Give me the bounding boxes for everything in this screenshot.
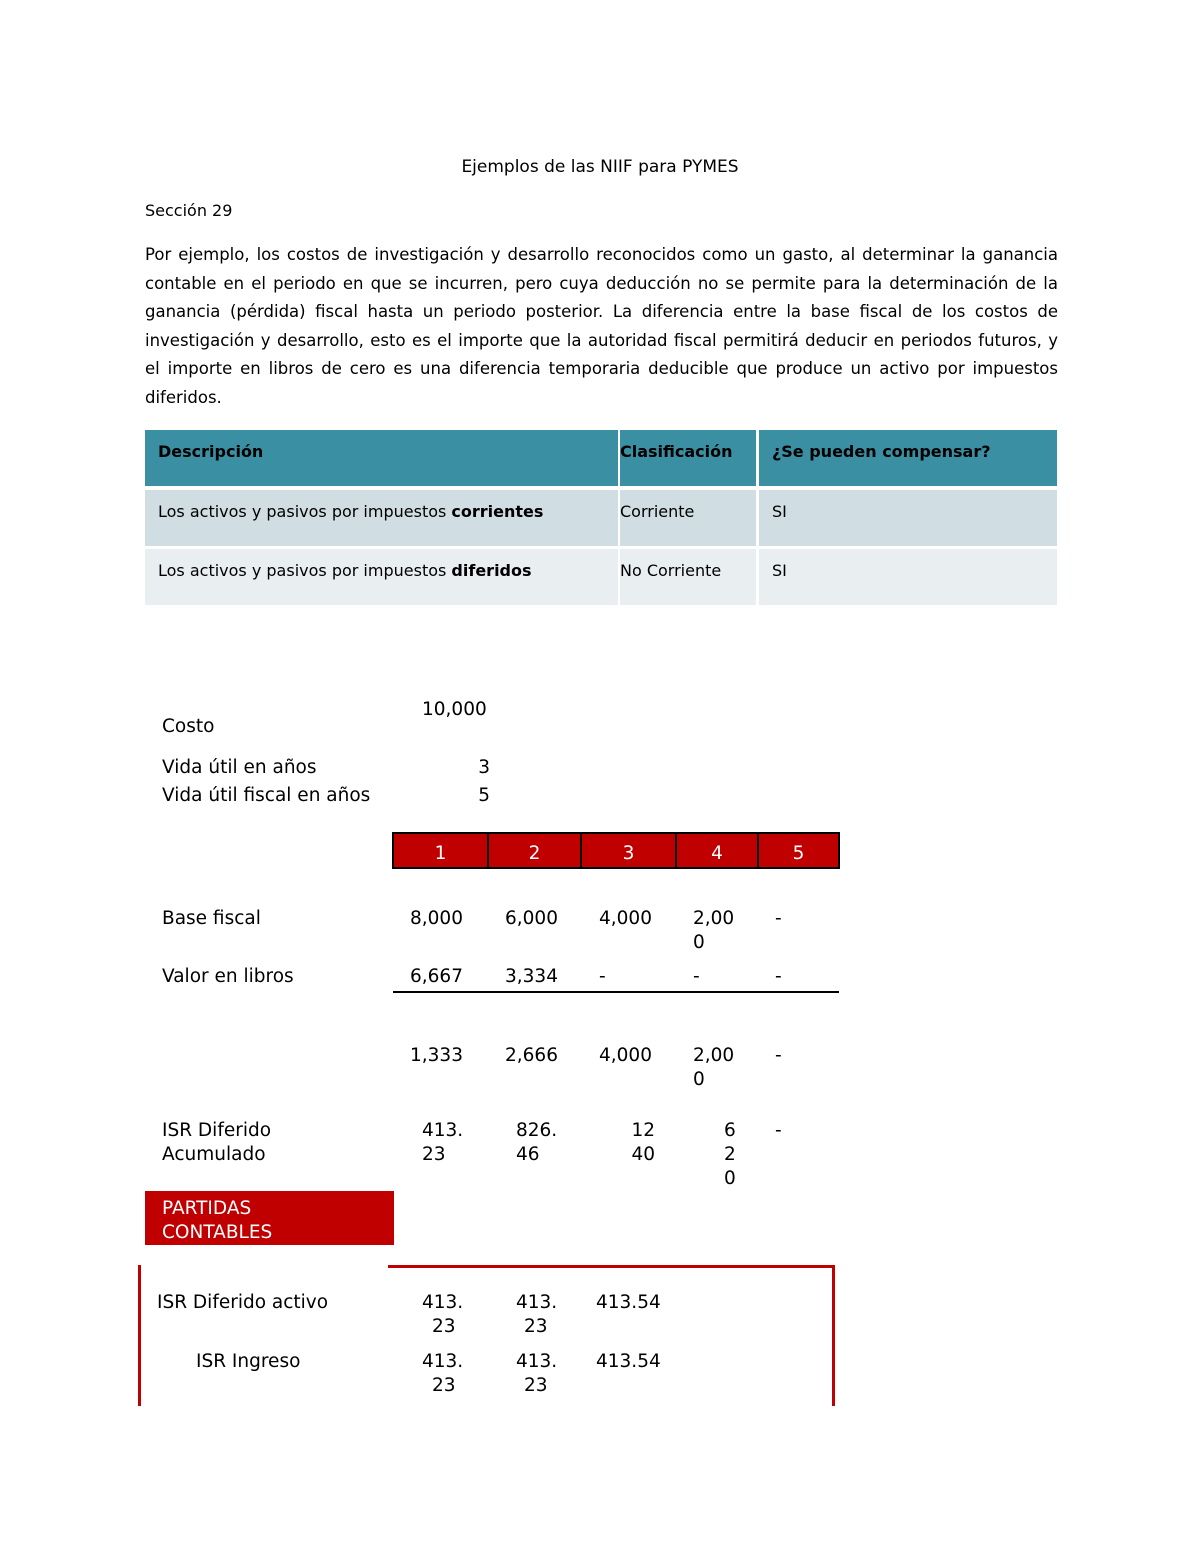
vida-util-value: 3 xyxy=(478,757,490,778)
year-cell: 5 xyxy=(757,832,840,869)
table-row-compensar: SI xyxy=(759,549,1057,605)
partida-value: 413. xyxy=(422,1292,464,1313)
partida-value: 413.54 xyxy=(596,1351,661,1372)
diferencia-value: 2,666 xyxy=(505,1045,558,1066)
isr-value: - xyxy=(775,1120,782,1141)
table-header-clasificacion: Clasificación xyxy=(620,430,756,486)
partida-value: 23 xyxy=(524,1375,548,1396)
table-row-desc xyxy=(145,549,618,605)
sum-underline xyxy=(393,991,839,993)
base-fiscal-label: Base fiscal xyxy=(162,908,261,929)
valor-libros-value: - xyxy=(775,966,782,987)
costo-value: 10,000 xyxy=(422,699,487,720)
desc-text: Los activos y pasivos por impuestos xyxy=(158,561,452,580)
base-fiscal-value: 2,00 xyxy=(693,908,735,929)
base-fiscal-value-wrap: 0 xyxy=(693,932,705,953)
year-cell: 4 xyxy=(675,832,759,869)
valor-libros-label: Valor en libros xyxy=(162,966,294,987)
isr-value: 6 xyxy=(724,1120,736,1141)
vida-fiscal-value: 5 xyxy=(478,785,490,806)
isr-value: 46 xyxy=(516,1144,540,1165)
base-fiscal-value: - xyxy=(775,908,782,929)
partida-value: 413. xyxy=(422,1351,464,1372)
intro-paragraph: Por ejemplo, los costos de investigación y desarrollo reconocidos como un gasto, al determinar la ganancia contable en el periodo en que se incurren, pero cuya deducción no se permite para la determinación de la ganancia (pérdida) fiscal hasta un periodo posterior. La diferencia entre la base fiscal de los costos de investigación y desarrollo, esto es el importe que la autoridad fiscal permitirá deducir en periodos futuros, y el importe en libros de cero es una diferencia temporaria deducible que produce un activo por impuestos diferidos. xyxy=(145,245,1058,407)
partidas-banner xyxy=(145,1191,394,1245)
diferencia-value: 1,333 xyxy=(410,1045,463,1066)
partida-label: ISR Ingreso xyxy=(196,1351,301,1372)
isr-value: 826. xyxy=(516,1120,558,1141)
table-row-desc xyxy=(145,490,618,546)
partida-value: 413.54 xyxy=(596,1292,661,1313)
desc-text: Los activos y pasivos por impuestos xyxy=(158,502,452,521)
table-row-compensar: SI xyxy=(759,490,1057,546)
desc-bold: diferidos xyxy=(451,561,532,580)
partida-label: ISR Diferido activo xyxy=(157,1292,329,1313)
year-cell: 3 xyxy=(580,832,677,869)
isr-value: 0 xyxy=(724,1168,736,1189)
diferencia-value-wrap: 0 xyxy=(693,1069,705,1090)
isr-value: 23 xyxy=(422,1144,446,1165)
partida-value: 23 xyxy=(432,1375,456,1396)
isr-label: ISR Diferido xyxy=(162,1120,272,1141)
isr-value: 2 xyxy=(724,1144,736,1165)
diferencia-value: - xyxy=(775,1045,782,1066)
partida-value: 413. xyxy=(516,1351,558,1372)
valor-libros-value: 6,667 xyxy=(410,966,463,987)
page-title: Ejemplos de las NIIF para PYMES xyxy=(461,157,739,177)
isr-label-2: Acumulado xyxy=(162,1144,266,1165)
table-row-clasificacion: Corriente xyxy=(620,490,756,546)
year-cell: 2 xyxy=(487,832,582,869)
table-row-clasificacion: No Corriente xyxy=(620,549,756,605)
partidas-left-border xyxy=(138,1265,141,1406)
base-fiscal-value: 6,000 xyxy=(505,908,558,929)
diferencia-value: 2,00 xyxy=(693,1045,735,1066)
desc-bold: corrientes xyxy=(451,502,544,521)
partidas-right-border xyxy=(832,1265,835,1406)
isr-value: 12 xyxy=(631,1120,655,1141)
isr-value: 40 xyxy=(631,1144,655,1165)
diferencia-value: 4,000 xyxy=(599,1045,652,1066)
year-cell: 1 xyxy=(392,832,489,869)
base-fiscal-value: 4,000 xyxy=(599,908,652,929)
vida-fiscal-label: Vida útil fiscal en años xyxy=(162,785,371,806)
valor-libros-value: - xyxy=(693,966,700,987)
table-header-descripcion: Descripción xyxy=(145,430,618,486)
isr-value: 413. xyxy=(422,1120,464,1141)
section-heading: Sección 29 xyxy=(145,201,233,220)
partida-value: 23 xyxy=(524,1316,548,1337)
partida-value: 413. xyxy=(516,1292,558,1313)
partidas-title: PARTIDAS xyxy=(162,1198,252,1219)
partida-value: 23 xyxy=(432,1316,456,1337)
partidas-title-2: CONTABLES xyxy=(162,1222,273,1243)
costo-label: Costo xyxy=(162,716,215,737)
partidas-top-border xyxy=(388,1265,835,1268)
base-fiscal-value: 8,000 xyxy=(410,908,463,929)
valor-libros-value: 3,334 xyxy=(505,966,558,987)
table-header-compensar: ¿Se pueden compensar? xyxy=(759,430,1057,486)
valor-libros-value: - xyxy=(599,966,606,987)
vida-util-label: Vida útil en años xyxy=(162,757,317,778)
